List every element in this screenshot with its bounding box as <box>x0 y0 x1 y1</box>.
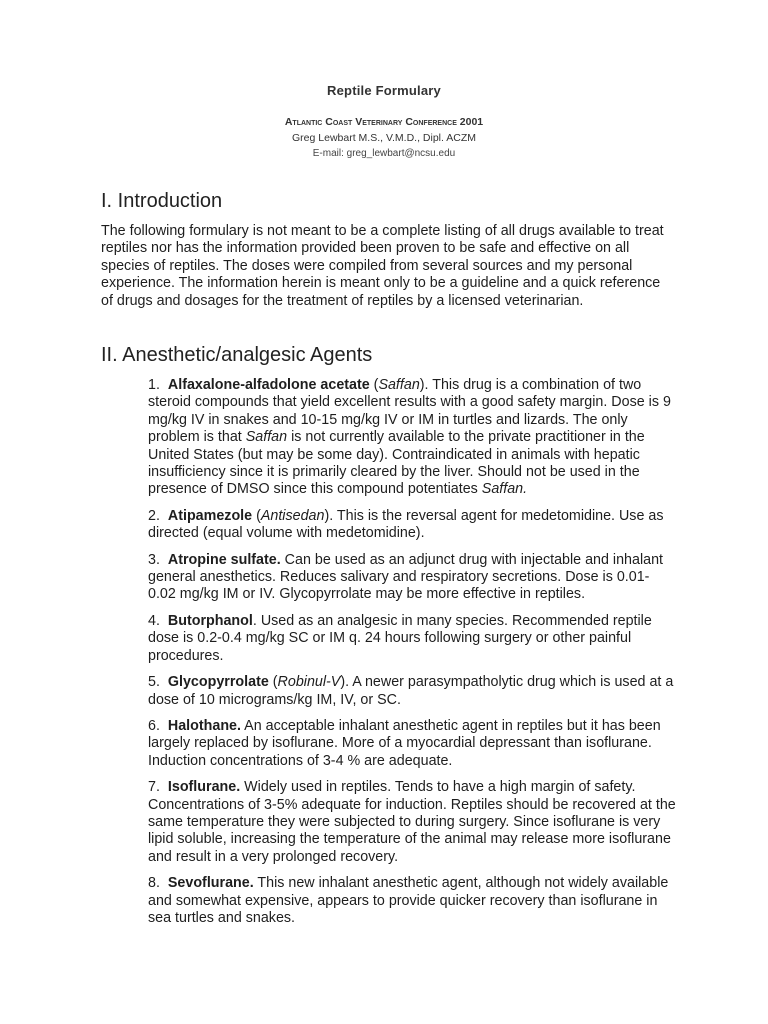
item-text: ( <box>369 377 379 393</box>
drug-name: Atipamezole <box>167 507 253 524</box>
item-text: ( <box>268 674 278 691</box>
drug-name: Isoflurane. <box>167 779 241 796</box>
item-text: ( <box>252 507 261 524</box>
author-email: E-mail: greg_lewbart@ncsu.edu <box>312 148 456 159</box>
item-text: ). This is the reversal agent for medetomidine. Use as directed (equal volume with medetomidine). <box>148 507 664 542</box>
item-number: 5. <box>148 674 160 691</box>
drug-item-alfaxalone <box>148 377 676 499</box>
drug-name: Atropine sulfate. <box>167 551 281 568</box>
drug-name: Glycopyrrolate <box>167 674 269 691</box>
brand-name: Saffan <box>378 377 420 393</box>
drug-item-atropine <box>148 552 676 604</box>
item-number: 4. <box>148 612 160 629</box>
item-text: is not currently available to the private practitioner in the United States (but may be some day). Contraindicated in animals with hepatic insufficiency since it is primarily cleared by the liver. Should not be used in the presence of DMSO since this compound potentiates <box>148 429 645 498</box>
section-heading-anesthetic-agents: II. Anesthetic/analgesic Agents <box>101 344 373 366</box>
brand-name: Antisedan <box>260 507 325 524</box>
drug-item-sevoflurane <box>148 875 676 927</box>
item-text: . Used as an analgesic in many species. Recommended reptile dose is 0.2-0.4 mg/kg SC or IM q. 24 hours following surgery or other painful procedures. <box>148 612 652 664</box>
drug-item-halothane <box>148 718 676 770</box>
item-text: Can be used as an adjunct drug with injectable and inhalant general anesthetics. Reduces salivary and respiratory secretions. Dose is 0.01-0.02 mg/kg IM or IV. Glycopyrrolate may be more effective in reptiles. <box>148 551 664 603</box>
item-text: This new inhalant anesthetic agent, although not widely available and somewhat expensive, appears to provide quicker recovery than isoflurane in sea turtles and snakes. <box>148 875 669 926</box>
item-number: 2. <box>148 507 160 524</box>
item-number: 8. <box>148 875 160 892</box>
item-number: 6. <box>148 717 160 734</box>
drug-item-butorphanol <box>148 613 676 665</box>
drug-name: Alfaxalone-alfadolone acetate <box>167 377 370 393</box>
drug-name: Sevoflurane. <box>167 875 254 892</box>
brand-name: Saffan. <box>481 481 528 498</box>
item-text: An acceptable inhalant anesthetic agent in reptiles but it has been largely replaced by isoflurane. More of a myocardial depressant than isoflurane. Induction concentrations of 3-4 % are adequate. <box>148 717 661 769</box>
item-number: 1. <box>148 377 160 393</box>
author-line: Greg Lewbart M.S., V.M.D., Dipl. ACZM <box>292 132 476 144</box>
drug-item-isoflurane <box>148 779 676 866</box>
item-number: 3. <box>148 551 160 568</box>
document-title: Reptile Formulary <box>327 83 441 98</box>
item-text: Widely used in reptiles. Tends to have a high margin of safety. Concentrations of 3-5% adequate for induction. Reptiles should be recovered at the same temperature they were subjected to during surgery. Since isoflurane is very lipid soluble, increasing the temperature of the animal may release more isoflurane and result in a very prolonged recovery. <box>148 779 676 865</box>
item-number: 7. <box>148 779 160 796</box>
item-text: ). A newer parasympatholytic drug which is used at a dose of 10 micrograms/kg IM, IV, or SC. <box>148 674 674 708</box>
drug-name: Butorphanol <box>167 612 253 629</box>
introduction-paragraph: The following formulary is not meant to be a complete listing of all drugs available to treat reptiles nor has the information provided been proven to be safe and effective on all species of reptiles. The doses were compiled from several sources and my personal experience. The information herein is meant only to be a guideline and a quick reference of drugs and dosages for the treatment of reptiles by a licensed veterinarian. <box>101 223 664 309</box>
drug-list <box>148 377 676 936</box>
brand-name: Saffan <box>245 429 288 446</box>
item-text: ). This drug is a combination of two steroid compounds that yield excellent results with a good safety margin. Dose is 9 mg/kg IV in snakes and 10-15 mg/kg IV or IM in turtles and lizards. The only problem is that <box>148 377 671 446</box>
drug-item-atipamezole <box>148 508 676 543</box>
drug-item-glycopyrrolate <box>148 674 676 709</box>
drug-name: Halothane. <box>167 717 241 734</box>
section-heading-introduction: I. Introduction <box>101 190 223 212</box>
conference-name: Atlantic Coast Veterinary Conference 2001 <box>284 116 484 128</box>
brand-name: Robinul-V <box>277 674 341 691</box>
